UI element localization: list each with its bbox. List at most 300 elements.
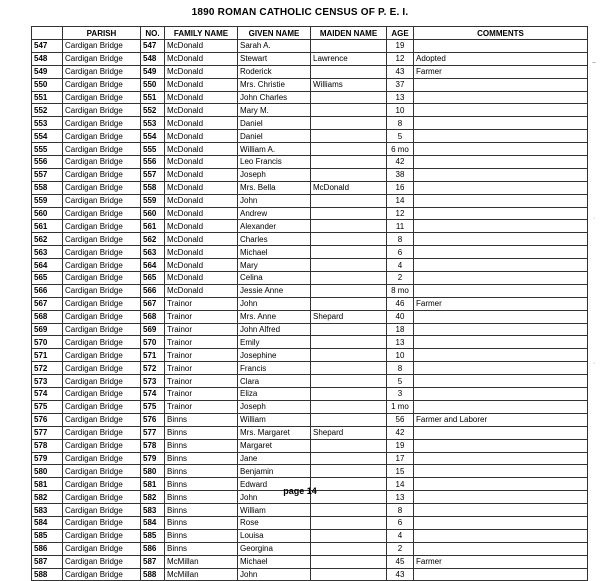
table-row — [32, 323, 588, 336]
cell-comments — [414, 143, 588, 156]
cell-row-number: 556 — [32, 156, 63, 169]
cell-row-number: 583 — [32, 504, 63, 517]
cell-family-name: McDonald — [165, 246, 238, 259]
cell-parish: Cardigan Bridge — [63, 323, 141, 336]
cell-given-name: John Alfred — [238, 323, 311, 336]
cell-row-number: 577 — [32, 426, 63, 439]
cell-age: 43 — [387, 65, 414, 78]
cell-maiden-name: Shepard — [311, 310, 387, 323]
cell-parish: Cardigan Bridge — [63, 555, 141, 568]
table-row — [32, 65, 588, 78]
cell-parish: Cardigan Bridge — [63, 297, 141, 310]
cell-no: 570 — [141, 336, 165, 349]
cell-maiden-name — [311, 40, 387, 53]
cell-row-number: 565 — [32, 272, 63, 285]
table-row — [32, 504, 588, 517]
cell-age: 8 — [387, 362, 414, 375]
cell-family-name: Trainor — [165, 362, 238, 375]
cell-maiden-name — [311, 117, 387, 130]
cell-family-name: McDonald — [165, 168, 238, 181]
cell-no: 549 — [141, 65, 165, 78]
table-row — [32, 362, 588, 375]
cell-maiden-name — [311, 207, 387, 220]
table-row — [32, 78, 588, 91]
cell-family-name: Trainor — [165, 388, 238, 401]
cell-maiden-name — [311, 259, 387, 272]
cell-parish: Cardigan Bridge — [63, 168, 141, 181]
cell-age: 12 — [387, 52, 414, 65]
cell-age: 8 — [387, 233, 414, 246]
cell-given-name: John — [238, 491, 311, 504]
cell-family-name: Binns — [165, 491, 238, 504]
table-row — [32, 259, 588, 272]
table-row — [32, 104, 588, 117]
cell-age: 4 — [387, 259, 414, 272]
cell-family-name: Trainor — [165, 349, 238, 362]
cell-maiden-name — [311, 272, 387, 285]
cell-parish: Cardigan Bridge — [63, 117, 141, 130]
cell-age: 8 mo — [387, 284, 414, 297]
cell-family-name: Binns — [165, 413, 238, 426]
margin-mark: · — [592, 360, 596, 367]
cell-given-name: Josephine — [238, 349, 311, 362]
cell-row-number: 581 — [32, 478, 63, 491]
cell-family-name: McDonald — [165, 156, 238, 169]
cell-comments: Farmer — [414, 555, 588, 568]
cell-comments — [414, 542, 588, 555]
table-row — [32, 246, 588, 259]
cell-row-number: 579 — [32, 452, 63, 465]
cell-row-number: 568 — [32, 310, 63, 323]
cell-no: 560 — [141, 207, 165, 220]
table-row — [32, 555, 588, 568]
cell-no: 548 — [141, 52, 165, 65]
cell-family-name: McDonald — [165, 104, 238, 117]
cell-row-number: 585 — [32, 529, 63, 542]
cell-no: 586 — [141, 542, 165, 555]
cell-given-name: Roderick — [238, 65, 311, 78]
cell-comments — [414, 284, 588, 297]
margin-mark: ~ — [591, 60, 597, 67]
table-row — [32, 413, 588, 426]
cell-family-name: McDonald — [165, 40, 238, 53]
cell-row-number: 564 — [32, 259, 63, 272]
cell-maiden-name: Williams — [311, 78, 387, 91]
cell-maiden-name — [311, 156, 387, 169]
cell-age: 19 — [387, 40, 414, 53]
cell-given-name: William — [238, 504, 311, 517]
cell-parish: Cardigan Bridge — [63, 504, 141, 517]
cell-comments: Adopted — [414, 52, 588, 65]
cell-comments — [414, 465, 588, 478]
cell-family-name: McDonald — [165, 272, 238, 285]
cell-no: 581 — [141, 478, 165, 491]
cell-parish: Cardigan Bridge — [63, 220, 141, 233]
cell-row-number: 554 — [32, 130, 63, 143]
cell-comments: Farmer — [414, 297, 588, 310]
cell-given-name: Charles — [238, 233, 311, 246]
cell-family-name: McDonald — [165, 65, 238, 78]
table-row — [32, 388, 588, 401]
cell-comments — [414, 400, 588, 413]
cell-row-number: 551 — [32, 91, 63, 104]
cell-maiden-name — [311, 555, 387, 568]
cell-parish: Cardigan Bridge — [63, 284, 141, 297]
cell-given-name: John — [238, 568, 311, 581]
cell-age: 13 — [387, 491, 414, 504]
cell-no: 558 — [141, 181, 165, 194]
cell-row-number: 575 — [32, 400, 63, 413]
cell-maiden-name — [311, 91, 387, 104]
cell-row-number: 557 — [32, 168, 63, 181]
cell-parish: Cardigan Bridge — [63, 78, 141, 91]
header-parish: PARISH — [63, 27, 141, 40]
cell-age: 6 — [387, 246, 414, 259]
cell-age: 4 — [387, 529, 414, 542]
cell-given-name: Louisa — [238, 529, 311, 542]
cell-row-number: 587 — [32, 555, 63, 568]
cell-parish: Cardigan Bridge — [63, 362, 141, 375]
cell-family-name: McMillan — [165, 568, 238, 581]
cell-parish: Cardigan Bridge — [63, 542, 141, 555]
cell-parish: Cardigan Bridge — [63, 375, 141, 388]
table-row — [32, 310, 588, 323]
table-row — [32, 349, 588, 362]
cell-family-name: Binns — [165, 516, 238, 529]
table-row — [32, 207, 588, 220]
cell-comments — [414, 349, 588, 362]
cell-row-number: 559 — [32, 194, 63, 207]
table-row — [32, 194, 588, 207]
table-row — [32, 40, 588, 53]
cell-no: 572 — [141, 362, 165, 375]
cell-given-name: Joseph — [238, 168, 311, 181]
cell-maiden-name — [311, 194, 387, 207]
cell-comments — [414, 207, 588, 220]
cell-comments: Farmer — [414, 65, 588, 78]
cell-age: 10 — [387, 104, 414, 117]
table-row — [32, 542, 588, 555]
cell-age: 18 — [387, 323, 414, 336]
header-family-name: FAMILY NAME — [165, 27, 238, 40]
cell-no: 587 — [141, 555, 165, 568]
cell-no: 565 — [141, 272, 165, 285]
cell-no: 576 — [141, 413, 165, 426]
cell-no: 564 — [141, 259, 165, 272]
cell-comments — [414, 568, 588, 581]
cell-age: 56 — [387, 413, 414, 426]
cell-family-name: Trainor — [165, 336, 238, 349]
table-row — [32, 297, 588, 310]
cell-maiden-name: Shepard — [311, 426, 387, 439]
cell-row-number: 552 — [32, 104, 63, 117]
cell-age: 40 — [387, 310, 414, 323]
page-number: page 14 — [283, 486, 317, 496]
cell-given-name: Rose — [238, 516, 311, 529]
cell-no: 583 — [141, 504, 165, 517]
cell-given-name: Margaret — [238, 439, 311, 452]
cell-row-number: 588 — [32, 568, 63, 581]
cell-parish: Cardigan Bridge — [63, 207, 141, 220]
cell-family-name: Trainor — [165, 323, 238, 336]
cell-row-number: 570 — [32, 336, 63, 349]
cell-age: 42 — [387, 426, 414, 439]
cell-maiden-name — [311, 130, 387, 143]
cell-parish: Cardigan Bridge — [63, 426, 141, 439]
cell-row-number: 549 — [32, 65, 63, 78]
cell-family-name: Trainor — [165, 400, 238, 413]
cell-maiden-name — [311, 323, 387, 336]
cell-given-name: John — [238, 297, 311, 310]
cell-maiden-name — [311, 413, 387, 426]
cell-age: 6 — [387, 516, 414, 529]
cell-no: 582 — [141, 491, 165, 504]
cell-comments — [414, 194, 588, 207]
cell-row-number: 572 — [32, 362, 63, 375]
header-row — [32, 27, 588, 40]
cell-no: 552 — [141, 104, 165, 117]
cell-age: 3 — [387, 388, 414, 401]
cell-parish: Cardigan Bridge — [63, 52, 141, 65]
table-row — [32, 156, 588, 169]
cell-family-name: Trainor — [165, 375, 238, 388]
cell-no: 585 — [141, 529, 165, 542]
cell-row-number: 555 — [32, 143, 63, 156]
header-given-name: GIVEN NAME — [238, 27, 311, 40]
cell-family-name: Binns — [165, 465, 238, 478]
cell-age: 8 — [387, 504, 414, 517]
cell-comments — [414, 388, 588, 401]
cell-row-number: 578 — [32, 439, 63, 452]
cell-no: 557 — [141, 168, 165, 181]
cell-given-name: Mrs. Anne — [238, 310, 311, 323]
cell-given-name: Benjamin — [238, 465, 311, 478]
cell-family-name: McDonald — [165, 284, 238, 297]
cell-no: 577 — [141, 426, 165, 439]
cell-family-name: McDonald — [165, 194, 238, 207]
cell-parish: Cardigan Bridge — [63, 130, 141, 143]
cell-family-name: Binns — [165, 529, 238, 542]
cell-parish: Cardigan Bridge — [63, 388, 141, 401]
cell-no: 562 — [141, 233, 165, 246]
cell-parish: Cardigan Bridge — [63, 439, 141, 452]
cell-given-name: Daniel — [238, 130, 311, 143]
cell-family-name: McDonald — [165, 220, 238, 233]
cell-comments — [414, 310, 588, 323]
cell-row-number: 563 — [32, 246, 63, 259]
cell-parish: Cardigan Bridge — [63, 65, 141, 78]
cell-age: 5 — [387, 130, 414, 143]
cell-row-number: 584 — [32, 516, 63, 529]
cell-parish: Cardigan Bridge — [63, 272, 141, 285]
cell-parish: Cardigan Bridge — [63, 336, 141, 349]
cell-family-name: McDonald — [165, 259, 238, 272]
cell-no: 559 — [141, 194, 165, 207]
cell-given-name: Michael — [238, 555, 311, 568]
cell-row-number: 562 — [32, 233, 63, 246]
cell-age: 16 — [387, 181, 414, 194]
table-row — [32, 465, 588, 478]
cell-given-name: Jessie Anne — [238, 284, 311, 297]
cell-maiden-name — [311, 65, 387, 78]
table-row — [32, 529, 588, 542]
cell-row-number: 553 — [32, 117, 63, 130]
cell-maiden-name — [311, 568, 387, 581]
cell-given-name: Michael — [238, 246, 311, 259]
cell-given-name: Sarah A. — [238, 40, 311, 53]
cell-maiden-name — [311, 220, 387, 233]
cell-age: 45 — [387, 555, 414, 568]
cell-comments — [414, 78, 588, 91]
cell-no: 567 — [141, 297, 165, 310]
cell-parish: Cardigan Bridge — [63, 568, 141, 581]
cell-given-name: Leo Francis — [238, 156, 311, 169]
cell-parish: Cardigan Bridge — [63, 529, 141, 542]
cell-no: 561 — [141, 220, 165, 233]
cell-no: 569 — [141, 323, 165, 336]
cell-parish: Cardigan Bridge — [63, 478, 141, 491]
cell-maiden-name — [311, 246, 387, 259]
cell-family-name: McDonald — [165, 130, 238, 143]
table-row — [32, 181, 588, 194]
census-table — [31, 26, 588, 581]
table-row — [32, 400, 588, 413]
cell-given-name: Alexander — [238, 220, 311, 233]
cell-parish: Cardigan Bridge — [63, 104, 141, 117]
cell-parish: Cardigan Bridge — [63, 233, 141, 246]
table-row — [32, 336, 588, 349]
table-row — [32, 52, 588, 65]
cell-age: 8 — [387, 117, 414, 130]
cell-row-number: 580 — [32, 465, 63, 478]
cell-given-name: Mrs. Margaret — [238, 426, 311, 439]
cell-family-name: Binns — [165, 452, 238, 465]
cell-given-name: Clara — [238, 375, 311, 388]
table-row — [32, 233, 588, 246]
cell-given-name: Francis — [238, 362, 311, 375]
table-row — [32, 439, 588, 452]
table-row — [32, 516, 588, 529]
cell-given-name: Emily — [238, 336, 311, 349]
cell-comments — [414, 529, 588, 542]
cell-no: 571 — [141, 349, 165, 362]
cell-age: 43 — [387, 568, 414, 581]
cell-age: 14 — [387, 194, 414, 207]
table-row — [32, 130, 588, 143]
cell-maiden-name — [311, 516, 387, 529]
cell-row-number: 550 — [32, 78, 63, 91]
cell-parish: Cardigan Bridge — [63, 349, 141, 362]
cell-no: 580 — [141, 465, 165, 478]
table-row — [32, 143, 588, 156]
cell-comments — [414, 130, 588, 143]
cell-no: 556 — [141, 156, 165, 169]
header-comments: COMMENTS — [414, 27, 588, 40]
cell-parish: Cardigan Bridge — [63, 91, 141, 104]
cell-parish: Cardigan Bridge — [63, 181, 141, 194]
cell-family-name: McDonald — [165, 52, 238, 65]
table-row — [32, 168, 588, 181]
cell-maiden-name — [311, 284, 387, 297]
header-maiden-name: MAIDEN NAME — [311, 27, 387, 40]
cell-maiden-name — [311, 336, 387, 349]
cell-no: 579 — [141, 452, 165, 465]
cell-given-name: Daniel — [238, 117, 311, 130]
cell-age: 13 — [387, 91, 414, 104]
cell-family-name: Trainor — [165, 310, 238, 323]
cell-age: 6 mo — [387, 143, 414, 156]
cell-age: 14 — [387, 478, 414, 491]
cell-row-number: 561 — [32, 220, 63, 233]
cell-comments — [414, 272, 588, 285]
cell-parish: Cardigan Bridge — [63, 465, 141, 478]
cell-family-name: McDonald — [165, 78, 238, 91]
table-row — [32, 284, 588, 297]
cell-comments — [414, 168, 588, 181]
cell-maiden-name — [311, 375, 387, 388]
cell-maiden-name — [311, 529, 387, 542]
cell-given-name: Eliza — [238, 388, 311, 401]
cell-family-name: McDonald — [165, 143, 238, 156]
cell-comments — [414, 40, 588, 53]
cell-parish: Cardigan Bridge — [63, 516, 141, 529]
cell-comments — [414, 426, 588, 439]
cell-given-name: Mary M. — [238, 104, 311, 117]
cell-given-name: Jane — [238, 452, 311, 465]
cell-no: 588 — [141, 568, 165, 581]
header-row-number — [32, 27, 63, 40]
cell-given-name: John Charles — [238, 91, 311, 104]
cell-row-number: 571 — [32, 349, 63, 362]
cell-maiden-name — [311, 104, 387, 117]
table-row — [32, 220, 588, 233]
cell-comments — [414, 156, 588, 169]
cell-maiden-name: McDonald — [311, 181, 387, 194]
cell-family-name: Trainor — [165, 297, 238, 310]
cell-comments — [414, 323, 588, 336]
cell-no: 568 — [141, 310, 165, 323]
cell-maiden-name — [311, 542, 387, 555]
cell-age: 5 — [387, 375, 414, 388]
cell-comments — [414, 246, 588, 259]
cell-given-name: Andrew — [238, 207, 311, 220]
cell-maiden-name — [311, 297, 387, 310]
cell-comments — [414, 439, 588, 452]
cell-comments — [414, 516, 588, 529]
cell-family-name: Binns — [165, 504, 238, 517]
cell-age: 1 mo — [387, 400, 414, 413]
table-row — [32, 91, 588, 104]
cell-given-name: Mrs. Christie — [238, 78, 311, 91]
cell-given-name: Joseph — [238, 400, 311, 413]
cell-parish: Cardigan Bridge — [63, 413, 141, 426]
table-row — [32, 426, 588, 439]
table-row — [32, 452, 588, 465]
cell-age: 15 — [387, 465, 414, 478]
cell-family-name: McDonald — [165, 233, 238, 246]
cell-row-number: 573 — [32, 375, 63, 388]
cell-no: 555 — [141, 143, 165, 156]
cell-age: 2 — [387, 542, 414, 555]
cell-comments — [414, 259, 588, 272]
cell-age: 46 — [387, 297, 414, 310]
cell-row-number: 558 — [32, 181, 63, 194]
cell-no: 554 — [141, 130, 165, 143]
margin-mark: · — [592, 215, 596, 222]
cell-comments — [414, 181, 588, 194]
cell-comments — [414, 452, 588, 465]
cell-row-number: 566 — [32, 284, 63, 297]
